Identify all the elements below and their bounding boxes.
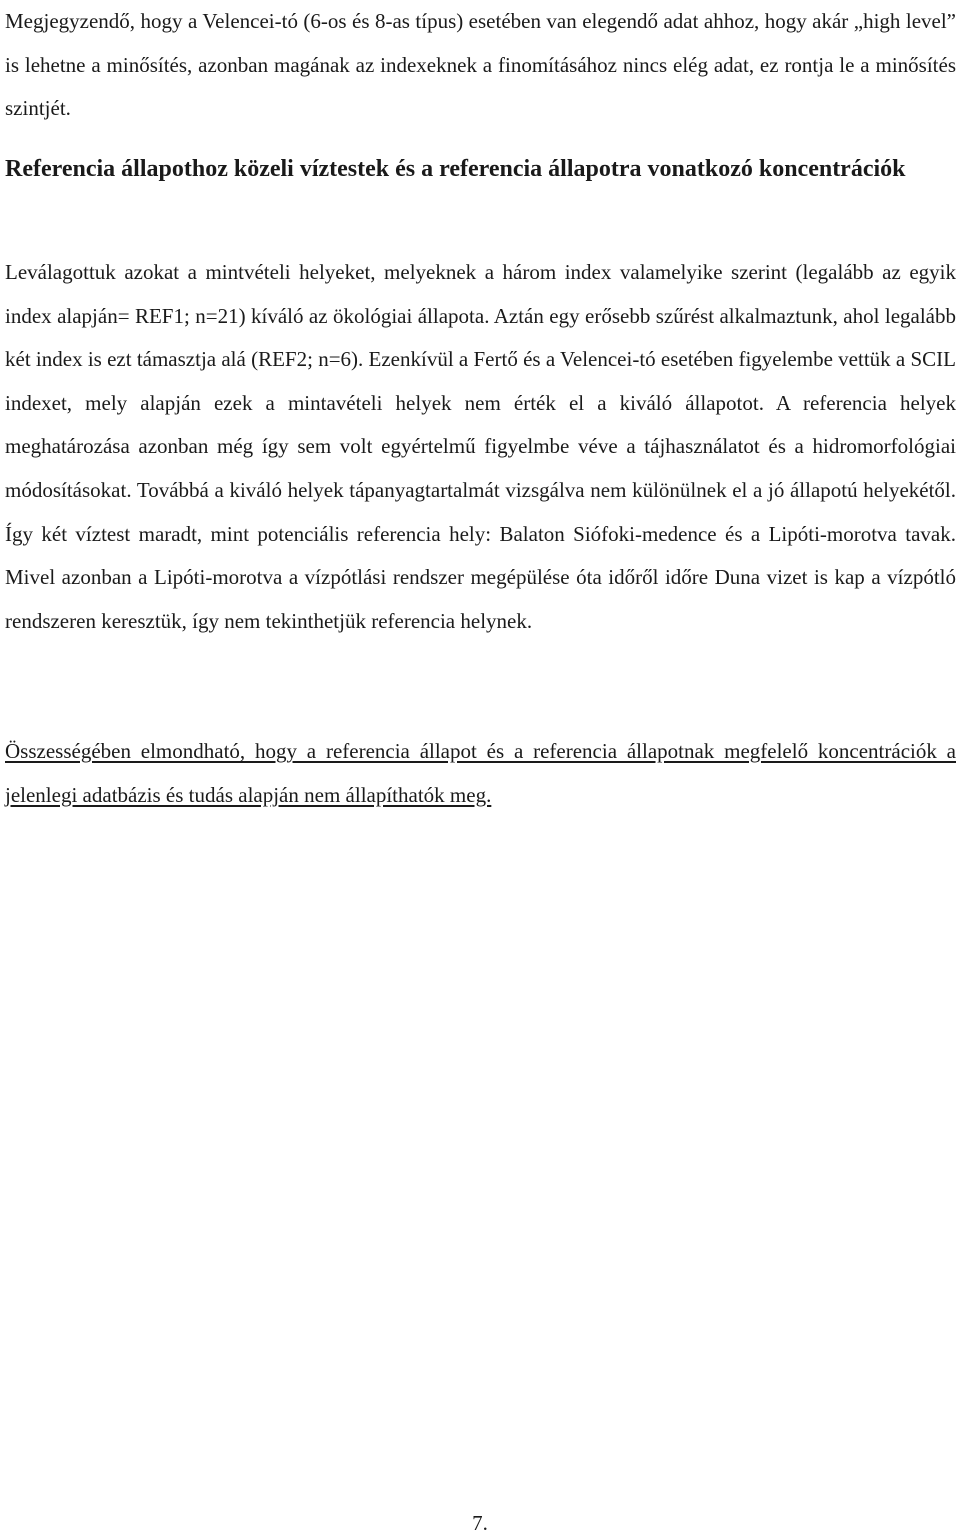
conclusion-paragraph: Összességében elmondható, hogy a referencia állapot és a referencia állapotnak megfelelő koncentrációk a jelenlegi adatbázis és tudás alapján nem állapíthatók meg.	[5, 739, 956, 807]
intro-paragraph: Megjegyzendő, hogy a Velencei-tó (6-os és 8-as típus) esetében van elegendő adat ahhoz, hogy akár „high level” is lehetne a minősítés, azonban magának az indexeknek a finomításához nincs elég adat, ez rontja le a minősítés szintjét.	[5, 9, 956, 121]
section-heading: Referencia állapothoz közeli víztestek és a referencia állapotra vonatkozó koncentrációk	[5, 156, 906, 182]
page-number: 7.	[472, 1511, 488, 1535]
body-paragraph: Leválagottuk azokat a mintvételi helyeket, melyeknek a három index valamelyike szerint (legalább az egyik index alapján= REF1; n=21) kíváló az ökológiai állapota. Aztán egy erősebb szűrést alkalmaztunk, ahol legalább két index is ezt támasztja alá (REF2; n=6). Ezenkívül a Fertő és a Velencei-tó esetében figyelembe vettük a SCIL indexet, mely alapján ezek a mintavételi helyek nem érték el a kiváló állapotot. A referencia helyek meghatározása azonban még így sem volt egyértelmű figyelmbe véve a tájhasználatot és a hidromorfológiai módosításokat. Továbbá a kiváló helyek tápanyagtartalmát vizsgálva nem különülnek el a jó állapotú helyekétől. Így két víztest maradt, mint potenciális referencia hely: Balaton Siófoki-medence és a Lipóti-morotva tavak. Mivel azonban a Lipóti-morotva a vízpótlási rendszer megépülése óta időről időre Duna vizet is kap a vízpótló rendszeren keresztük, így nem tekinthetjük referencia helynek.	[5, 260, 956, 633]
